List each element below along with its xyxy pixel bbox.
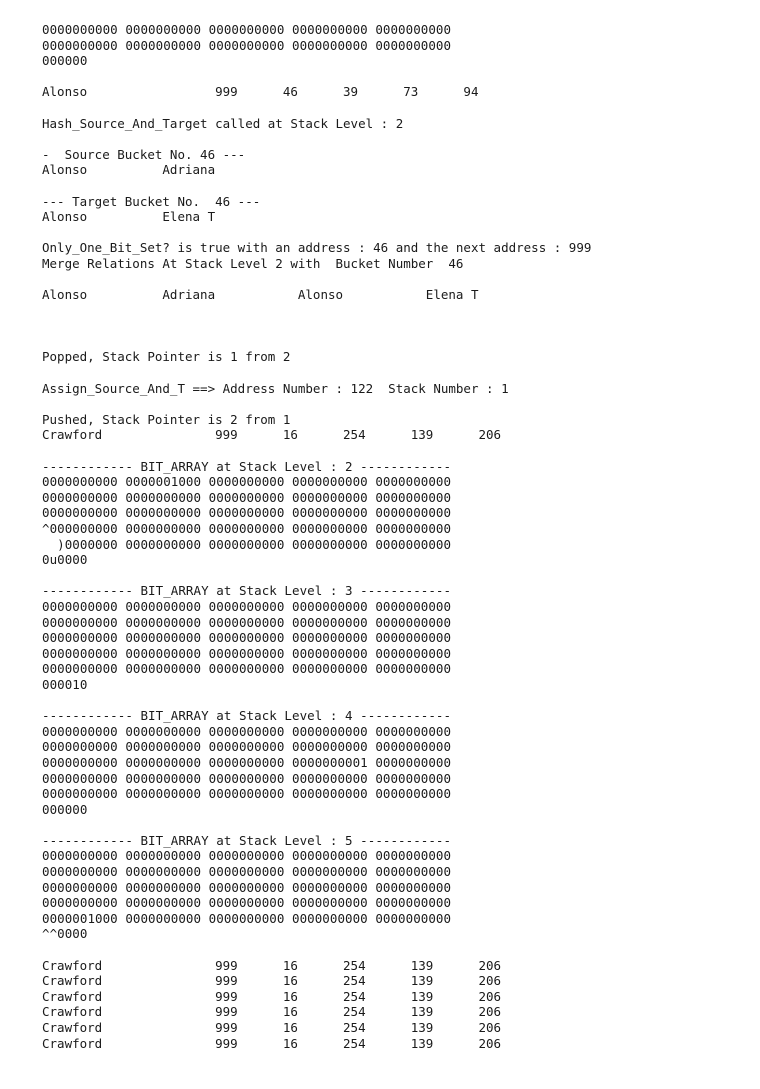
crawford-record-row: Crawford 999 16 254 139 206 [42, 1004, 502, 1020]
only-one-bit-line: Only_One_Bit_Set? is true with an address : 46 and the next address : 999 [42, 240, 592, 256]
bit-row: 0000000000 0000000000 0000000000 0000000000 0000000000 [42, 37, 452, 53]
bit-row: )0000000 0000000000 0000000000 0000000000 0000000000 [42, 536, 452, 552]
pushed-line: Pushed, Stack Pointer is 2 from 1 [42, 411, 291, 427]
bit-row: 0000000000 0000000000 0000000000 0000000000 0000000000 [42, 661, 452, 677]
target-bucket-row: Alonso Elena T [42, 209, 216, 225]
bit-row: 0000000000 0000000000 0000000000 0000000000 0000000000 [42, 879, 452, 895]
bit-row: 0000001000 0000000000 0000000000 0000000000 0000000000 [42, 910, 452, 926]
bit-row: 0000000000 0000001000 0000000000 0000000000 0000000000 [42, 474, 452, 490]
bit-row: 0000000000 0000000000 0000000000 0000000000 0000000000 [42, 739, 452, 755]
bit-row: 0000000000 0000000000 0000000000 0000000000 0000000000 [42, 786, 452, 802]
bit-row: 0000000000 0000000000 0000000000 0000000000 0000000000 [42, 895, 452, 911]
source-bucket-row: Alonso Adriana [42, 162, 216, 178]
crawford-record-list [42, 958, 742, 1052]
bit-row: ^^0000 [42, 926, 88, 942]
bit-row: 0000000000 0000000000 0000000000 0000000000 0000000000 [42, 770, 452, 786]
assign-line: Assign_Source_And_T ==> Address Number : 122 Stack Number : 1 [42, 380, 509, 396]
bit-array-level-2 [42, 459, 742, 568]
merge-result-row: Alonso Adriana Alonso Elena T [42, 287, 479, 303]
popped-line: Popped, Stack Pointer is 1 from 2 [42, 349, 291, 365]
bit-array-level-4 [42, 708, 742, 817]
bit-row: 0000000000 0000000000 0000000000 0000000000 0000000000 [42, 614, 452, 630]
top-bit-block [42, 22, 742, 69]
document-page [42, 22, 742, 1051]
bit-array-header: ------------ BIT_ARRAY at Stack Level : 2 ------------ [42, 458, 452, 474]
bit-row: 0000000000 0000000000 0000000000 0000000000 0000000000 [42, 22, 452, 37]
bit-row: 000010 [42, 676, 88, 692]
bit-row: 0000000000 0000000000 0000000000 0000000000 0000000000 [42, 505, 452, 521]
bit-array-level-5 [42, 833, 742, 942]
bit-row: 0u0000 [42, 552, 88, 568]
bit-array-header: ------------ BIT_ARRAY at Stack Level : 3 ------------ [42, 583, 452, 599]
target-bucket-header: --- Target Bucket No. 46 --- [42, 193, 261, 209]
bit-row: ^000000000 0000000000 0000000000 0000000000 0000000000 [42, 521, 452, 536]
crawford-record-row: Crawford 999 16 254 139 206 [42, 988, 502, 1004]
bit-row: 000000 [42, 801, 88, 817]
bit-row: 0000000000 0000000000 0000000000 0000000000 0000000000 [42, 645, 452, 661]
hash-called-line: Hash_Source_And_Target called at Stack Level : 2 [42, 115, 404, 131]
crawford-record-row: Crawford 999 16 254 139 206 [42, 427, 502, 443]
bit-row: 0000000000 0000000000 0000000000 0000000000 0000000000 [42, 723, 452, 739]
bit-row: 0000000000 0000000000 0000000000 0000000000 0000000000 [42, 489, 452, 505]
crawford-record-row: Crawford 999 16 254 139 206 [42, 1020, 502, 1035]
source-bucket-header: - Source Bucket No. 46 --- [42, 146, 246, 162]
bit-row: 0000000000 0000000000 0000000000 0000000001 0000000000 [42, 754, 452, 770]
crawford-record-row: Crawford 999 16 254 139 206 [42, 1035, 502, 1051]
bit-array-header: ------------ BIT_ARRAY at Stack Level : 5 ------------ [42, 832, 452, 848]
alonso-record-row: Alonso 999 46 39 73 94 [42, 84, 479, 100]
merge-relations-line: Merge Relations At Stack Level 2 with Bucket Number 46 [42, 255, 464, 271]
bit-row: 0000000000 0000000000 0000000000 0000000000 0000000000 [42, 598, 452, 614]
bit-row: 0000000000 0000000000 0000000000 0000000000 0000000000 [42, 848, 452, 864]
bit-row: 0000000000 0000000000 0000000000 0000000000 0000000000 [42, 864, 452, 880]
crawford-record-row: Crawford 999 16 254 139 206 [42, 973, 502, 989]
bit-array-level-3 [42, 583, 742, 692]
crawford-record-row: Crawford 999 16 254 139 206 [42, 957, 502, 973]
bit-row: 000000 [42, 53, 88, 69]
bit-array-header: ------------ BIT_ARRAY at Stack Level : 4 ------------ [42, 708, 452, 724]
bit-row: 0000000000 0000000000 0000000000 0000000000 0000000000 [42, 630, 452, 646]
